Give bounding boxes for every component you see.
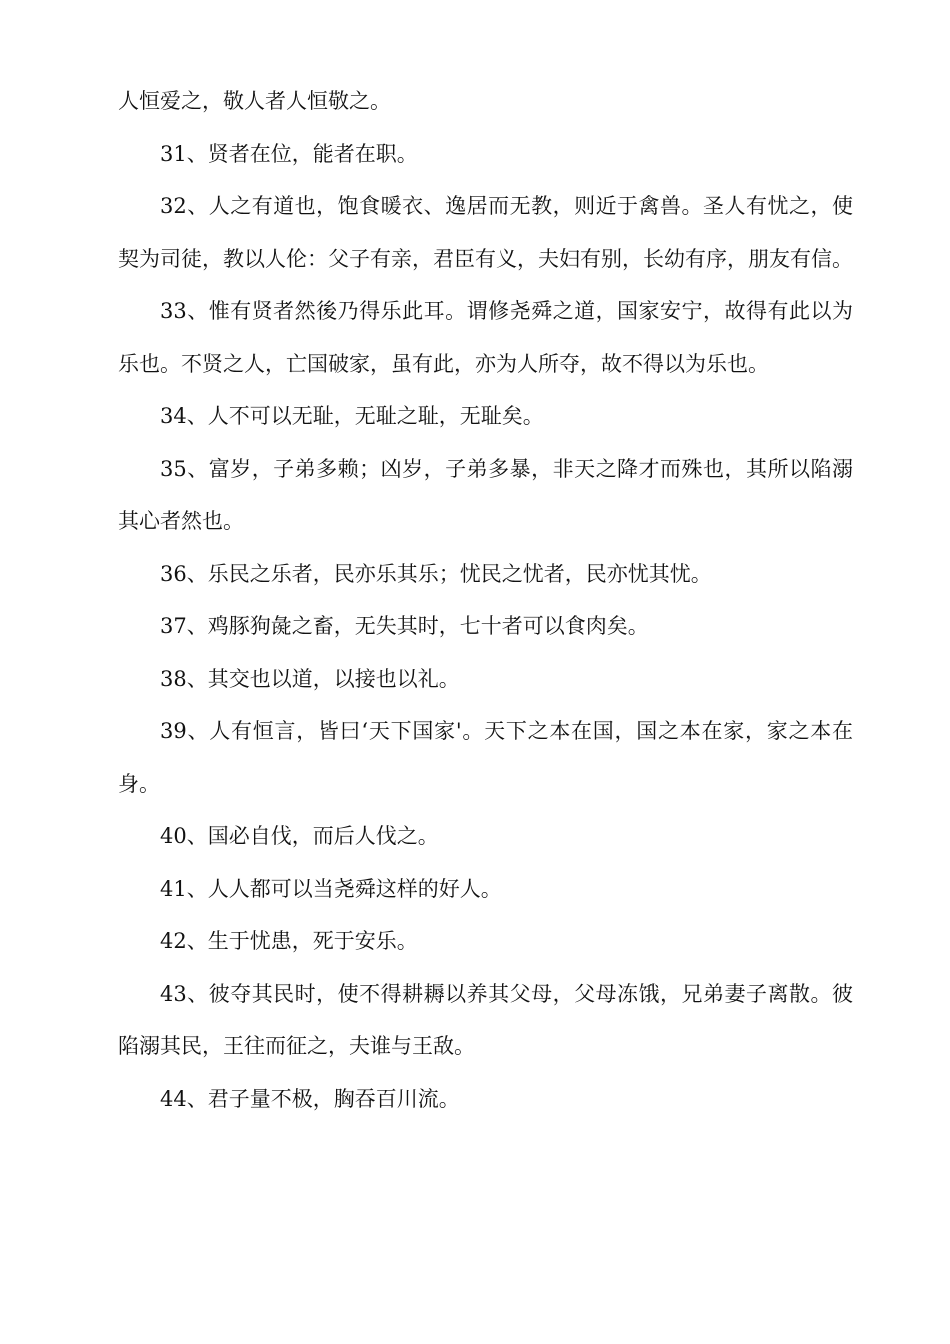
- paragraph-32: 32、人之有道也，饱食暖衣、逸居而无教，则近于禽兽。圣人有忧之，使契为司徒，教以人伦：父子有亲，君臣有义，夫妇有别，长幼有序，朋友有信。: [118, 194, 853, 271]
- paragraph-31: 31、贤者在位，能者在职。: [160, 141, 418, 166]
- paragraph-44: 44、君子量不极，胸吞百川流。: [160, 1086, 460, 1111]
- paragraph-36: 36、乐民之乐者，民亦乐其乐；忧民之忧者，民亦忧其忧。: [160, 561, 712, 586]
- paragraph-42: 42、生于忧患，死于安乐。: [160, 929, 418, 953]
- paragraph-33: 33、惟有贤者然後乃得乐此耳。谓修尧舜之道，国家安宁，故得有此以为乐也。不贤之人，亡国破家，虽有此，亦为人所夺，故不得以为乐也。: [118, 299, 853, 376]
- paragraph-39: 39、人有恒言，皆曰‘天下国家'。天下之本在国，国之本在家，家之本在身。: [118, 719, 853, 796]
- paragraph-38: 38、其交也以道，以接也以礼。: [160, 666, 460, 691]
- paragraph-41: 41、人人都可以当尧舜这样的好人。: [160, 876, 502, 901]
- paragraph-35: 35、富岁，子弟多赖；凶岁，子弟多暴，非天之降才而殊也，其所以陷溺其心者然也。: [118, 456, 853, 533]
- paragraph-37: 37、鸡豚狗彘之畜，无失其时，七十者可以食肉矣。: [160, 614, 649, 638]
- paragraph-43: 43、彼夺其民时，使不得耕耨以养其父母，父母冻饿，兄弟妻子离散。彼陷溺其民，王往而征之，夫谁与王敌。: [118, 981, 853, 1058]
- paragraph-34: 34、人不可以无耻，无耻之耻，无耻矣。: [160, 404, 544, 428]
- paragraph-continuation: 人恒爱之，敬人者人恒敬之。: [118, 89, 391, 113]
- document-body: [118, 75, 853, 1125]
- paragraph-40: 40、国必自伐，而后人伐之。: [160, 824, 439, 848]
